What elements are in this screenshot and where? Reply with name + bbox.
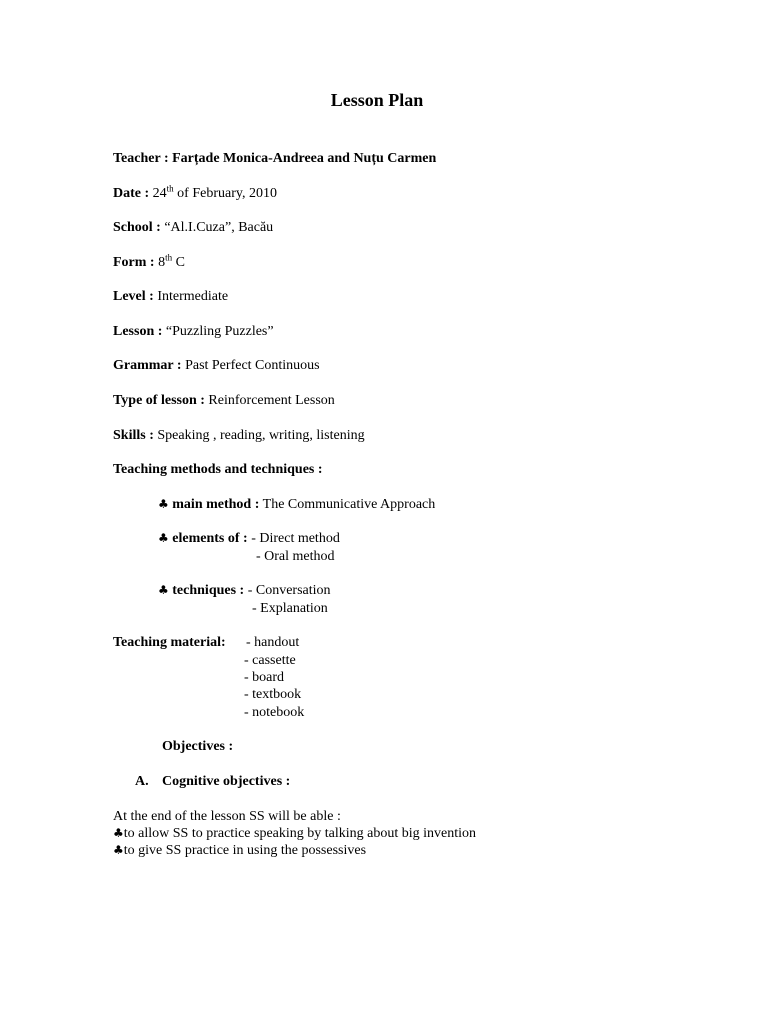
teacher-row [113,150,436,167]
material-label: Teaching material: [113,635,226,650]
cognitive-marker: A. [135,774,149,789]
form-row [113,254,185,271]
elements-of-value: - Direct method [251,531,340,546]
date-day: 24 [152,186,167,201]
skills-value: Speaking , reading, writing, listening [157,428,365,443]
objective-text: to give SS practice in using the possessives [123,843,367,858]
school-label: School : [113,220,161,235]
form-num: 8 [158,255,166,270]
type-of-lesson-value: Reinforcement Lesson [208,393,335,408]
club-bullet-icon: ♣ [113,843,124,857]
lesson-value: “Puzzling Puzzles” [165,324,274,339]
techniques-label: techniques : [172,583,245,598]
school-row [113,219,273,236]
material-item: - textbook [244,687,302,702]
material-item: - board [244,670,285,685]
main-method-row [158,496,435,513]
type-of-lesson-row [113,392,335,409]
objectives-heading: Objectives : [162,739,234,754]
grammar-row [113,357,320,374]
type-of-lesson-label: Type of lesson : [113,393,205,408]
material-item: - cassette [244,653,296,668]
club-bullet-icon: ♣ [158,583,169,597]
form-suffix: th [165,252,173,263]
elements-of-row [158,530,340,547]
lesson-label: Lesson : [113,324,163,339]
club-bullet-icon: ♣ [158,497,169,511]
material-item: - notebook [244,705,305,720]
main-method-label: main method : [172,497,260,512]
objective-item [113,842,366,859]
objective-text: to allow SS to practice speaking by talking about big invention [123,826,477,841]
grammar-value: Past Perfect Continuous [185,358,320,373]
level-value: Intermediate [157,289,229,304]
cognitive-heading: Cognitive objectives : [162,774,291,789]
elements-of-label: elements of : [172,531,248,546]
teacher-label: Teacher : [113,151,169,166]
level-label: Level : [113,289,154,304]
skills-label: Skills : [113,428,154,443]
skills-row [113,427,365,444]
form-label: Form : [113,255,155,270]
material-item: - handout [246,635,300,650]
lesson-row [113,323,274,340]
school-value: “Al.I.Cuza”, Bacău [164,220,274,235]
elements-of-value: - Oral method [256,549,335,564]
club-bullet-icon: ♣ [158,531,169,545]
date-suffix: th [166,183,174,194]
objectives-intro: At the end of the lesson SS will be able : [113,809,341,824]
main-method-value: The Communicative Approach [262,497,436,512]
techniques-row [158,582,331,599]
grammar-label: Grammar : [113,358,182,373]
form-rest: C [172,255,185,270]
document-title: Lesson Plan [330,90,424,110]
date-rest: of February, 2010 [173,186,277,201]
objective-item [113,825,476,842]
date-label: Date : [113,186,150,201]
techniques-value: - Explanation [252,601,328,616]
date-row [113,185,277,202]
club-bullet-icon: ♣ [113,826,124,840]
techniques-value: - Conversation [247,583,331,598]
methods-heading: Teaching methods and techniques : [113,462,323,477]
teacher-value: Farțade Monica-Andreea and Nuțu Carmen [172,151,437,166]
level-row [113,288,228,305]
